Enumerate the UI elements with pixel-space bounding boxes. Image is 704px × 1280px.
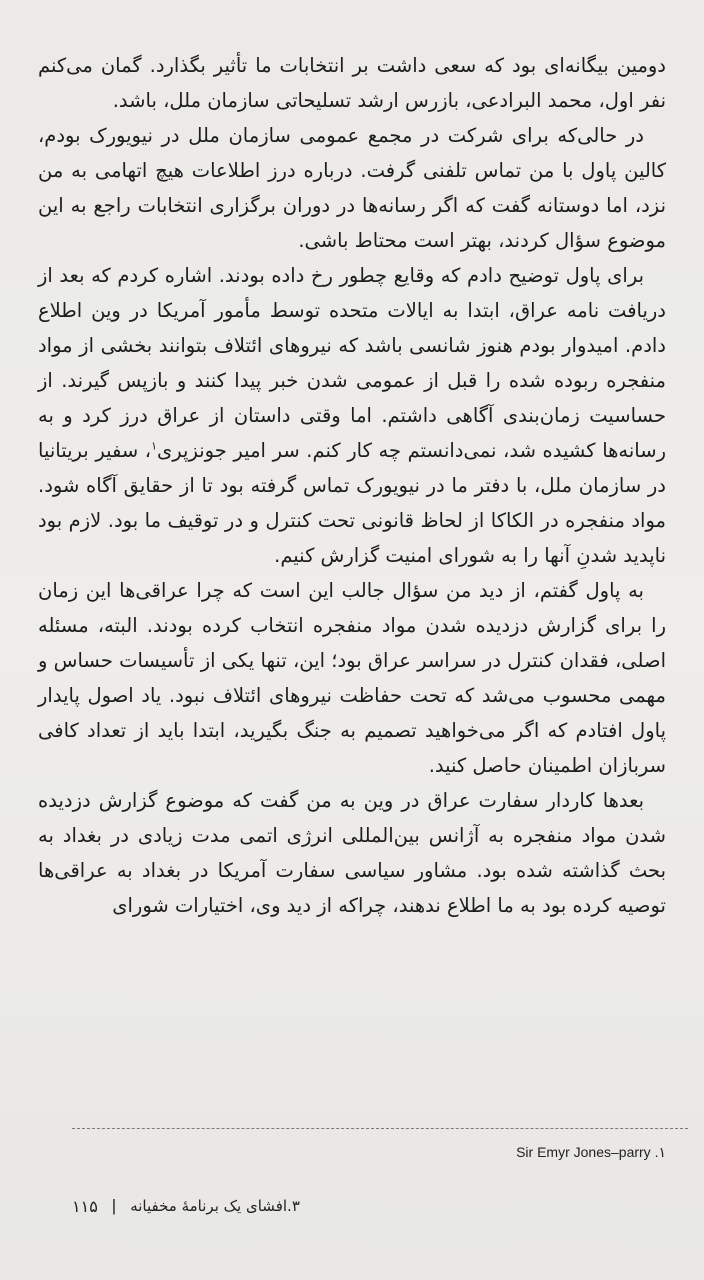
page-footer <box>72 1196 300 1216</box>
paragraph-1: دومین بیگانه‌ای بود که سعی داشت بر انتخابات ما تأثیر بگذارد. گمان می‌کنم نفر اول، محمد البرادعی، بازرس ارشد تسلیحاتی سازمان ملل، باشد. <box>38 54 666 112</box>
footnote-divider <box>72 1128 688 1129</box>
chapter-title: ۳.افشای یک برنامهٔ مخفیانه <box>130 1197 300 1215</box>
footnote-reference: ۱ <box>151 439 158 453</box>
paragraph-4: به پاول گفتم، از دید من سؤال جالب این است که چرا عراقی‌ها این زمان را برای گزارش دزدیده شدن مواد منفجره انتخاب کرده بودند. البته، مسئله اصلی، فقدان کنترل در سراسر عراق بود؛ این، تنها یکی از تأسیسات حساس و مهمی محسوب می‌شد که تحت حفاظت نیروهای ائتلاف نبود. یاد اصول پایدار پاول افتادم که اگر می‌خواهید تصمیم به جنگ بگیرید، ابتدا باید از تعداد کافی سربازان اطمینان حاصل کنید. <box>38 579 666 777</box>
footer-separator: | <box>111 1196 117 1215</box>
main-text <box>38 48 666 923</box>
page-number: ۱۱۵ <box>72 1196 98 1216</box>
paragraph-5: بعدها کاردار سفارت عراق در وین به من گفت که موضوع گزارش دزدیده شدن مواد منفجره به آژانس بین‌المللی انرژی اتمی مدت زیادی در بغداد به بحث گذاشته شده بود. مشاور سیاسی سفارت آمریکا در بغداد به عراقی‌ها توصیه کرده بود به ما اطلاع ندهند، چراکه از دید وی، اختیارات شورای <box>38 789 666 917</box>
footnote: Sir Emyr Jones–parry .۱ <box>516 1144 666 1160</box>
paragraph-3-part-2: ، سفیر بریتانیا در سازمان ملل، با دفتر ما در نیویورک تماس گرفته بود تا از حقایق آگاه شود. مواد منفجره در الکاکا از لحاظ قانونی تحت کنترل و در توقیف ما بود. لازم بود ناپدید شدنِ آنها را به شورای امنیت گزارش کنیم. <box>38 439 666 567</box>
paragraph-3-part-1: برای پاول توضیح دادم که وقایع چطور رخ داده بودند. اشاره کردم که بعد از دریافت نامه عراق، ابتدا به ایالات متحده توسط مأمور آمریکا در وین اطلاع دادم. امیدوار بودم هنوز شانسی باشد که نیروهای ائتلاف بتوانند بخشی از مواد منفجره ربوده شده را قبل از عمومی شدن خبر پیدا کنند و بازپس گیرند. از حساسیت زمان‌بندی آگاهی داشتم. اما وقتی داستان از عراق درز کرد و به رسانه‌ها کشیده شد، نمی‌دانستم چه کار کنم. سر امیر جونزپری <box>38 264 667 462</box>
paragraph-2: در حالی‌که برای شرکت در مجمع عمومی سازمان ملل در نیویورک بودم، کالین پاول با من تماس تلفنی گرفت. درباره درز اطلاعات هیچ اتهامی به من نزد، اما دوستانه گفت که اگر رسانه‌ها در دوران برگزاری انتخابات راجع به این موضوع سؤال کردند، بهتر است محتاط باشی. <box>38 124 666 252</box>
paragraph-3 <box>38 258 666 573</box>
